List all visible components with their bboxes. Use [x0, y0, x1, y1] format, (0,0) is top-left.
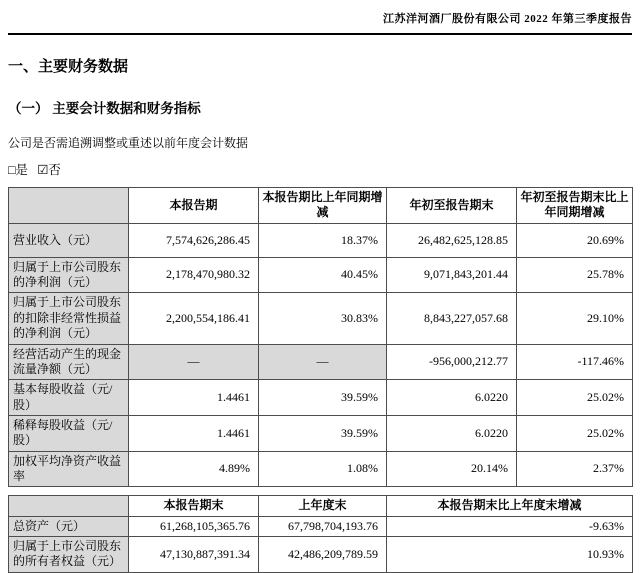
header-empty-cell — [9, 496, 129, 516]
table-row-total-assets — [9, 516, 633, 536]
row-label: 归属于上市公司股东的净利润（元） — [9, 257, 129, 293]
table-header-row — [9, 188, 633, 224]
header-empty-cell — [9, 188, 129, 224]
cell-value: 25.02% — [517, 380, 633, 416]
row-label: 归属于上市公司股东的扣除非经常性损益的净利润（元） — [9, 293, 129, 344]
table-row-basic-eps — [9, 380, 633, 416]
checkbox-no: ☑否 — [37, 163, 61, 177]
row-label: 总资产（元） — [9, 516, 129, 536]
cell-value: 9,071,843,201.44 — [387, 257, 517, 293]
cell-value: 2,178,470,980.32 — [129, 257, 259, 293]
table-row-revenue — [9, 223, 633, 257]
cell-value: 2.37% — [517, 451, 633, 487]
row-label: 经营活动产生的现金流量净额（元） — [9, 344, 129, 380]
cell-value: 42,486,209,789.59 — [259, 537, 387, 573]
table-row-net-profit — [9, 257, 633, 293]
doc-header-title: 江苏洋河酒厂股份有限公司 2022 年第三季度报告 — [383, 13, 632, 25]
section-title: 一、主要财务数据 — [8, 58, 129, 75]
row-label: 基本每股收益（元/股） — [9, 380, 129, 416]
cell-value: 4.89% — [129, 451, 259, 487]
cell-value: 20.14% — [387, 451, 517, 487]
cell-value: -956,000,212.77 — [387, 344, 517, 380]
period-end-table — [8, 495, 633, 572]
table-row-operating-cash-flow — [9, 344, 633, 380]
header-prior-year-end: 上年度末 — [259, 496, 387, 516]
table-row-net-profit-deducted — [9, 293, 633, 344]
checkbox-yes: □是 — [8, 163, 29, 177]
cell-value: 6.0220 — [387, 415, 517, 451]
header-ytd-yoy: 年初至报告期末比上年同期增减 — [517, 188, 633, 224]
cell-value: 10.93% — [387, 537, 633, 573]
row-label: 营业收入（元） — [9, 223, 129, 257]
cell-value: 8,843,227,057.68 — [387, 293, 517, 344]
cell-value: 39.59% — [259, 415, 387, 451]
table-row-owners-equity — [9, 537, 633, 573]
cell-value: 1.4461 — [129, 380, 259, 416]
cell-value: 25.78% — [517, 257, 633, 293]
header-ytd: 年初至报告期末 — [387, 188, 517, 224]
restatement-question: 公司是否需追溯调整或重述以前年度会计数据 — [8, 136, 249, 150]
cell-value: -9.63% — [387, 516, 633, 536]
cell-value: 1.4461 — [129, 415, 259, 451]
cell-value: 30.83% — [259, 293, 387, 344]
cell-value: 1.08% — [259, 451, 387, 487]
cell-value: 40.45% — [259, 257, 387, 293]
cell-value: 7,574,626,286.45 — [129, 223, 259, 257]
row-label: 加权平均净资产收益率 — [9, 451, 129, 487]
doc-header — [8, 0, 632, 35]
cell-value: — — [129, 344, 259, 380]
cell-value: 29.10% — [517, 293, 633, 344]
cell-value: -117.46% — [517, 344, 633, 380]
header-period-end-change: 本报告期末比上年度末增减 — [387, 496, 633, 516]
cell-value: — — [259, 344, 387, 380]
cell-value: 20.69% — [517, 223, 633, 257]
row-label: 稀释每股收益（元/股） — [9, 415, 129, 451]
header-period-end: 本报告期末 — [129, 496, 259, 516]
cell-value: 6.0220 — [387, 380, 517, 416]
cell-value: 2,200,554,186.41 — [129, 293, 259, 344]
cell-value: 26,482,625,128.85 — [387, 223, 517, 257]
subsection-title: （一） 主要会计数据和财务指标 — [8, 101, 201, 116]
cell-value: 18.37% — [259, 223, 387, 257]
header-current-period-yoy: 本报告期比上年同期增减 — [259, 188, 387, 224]
main-financial-table — [8, 187, 633, 487]
cell-value: 25.02% — [517, 415, 633, 451]
header-current-period: 本报告期 — [129, 188, 259, 224]
cell-value: 39.59% — [259, 380, 387, 416]
cell-value: 47,130,887,391.34 — [129, 537, 259, 573]
table-row-diluted-eps — [9, 415, 633, 451]
table-header-row — [9, 496, 633, 516]
row-label: 归属于上市公司股东的所有者权益（元） — [9, 537, 129, 573]
cell-value: 67,798,704,193.76 — [259, 516, 387, 536]
restatement-checkboxes — [8, 160, 632, 178]
table-row-weighted-roe — [9, 451, 633, 487]
cell-value: 61,268,105,365.76 — [129, 516, 259, 536]
